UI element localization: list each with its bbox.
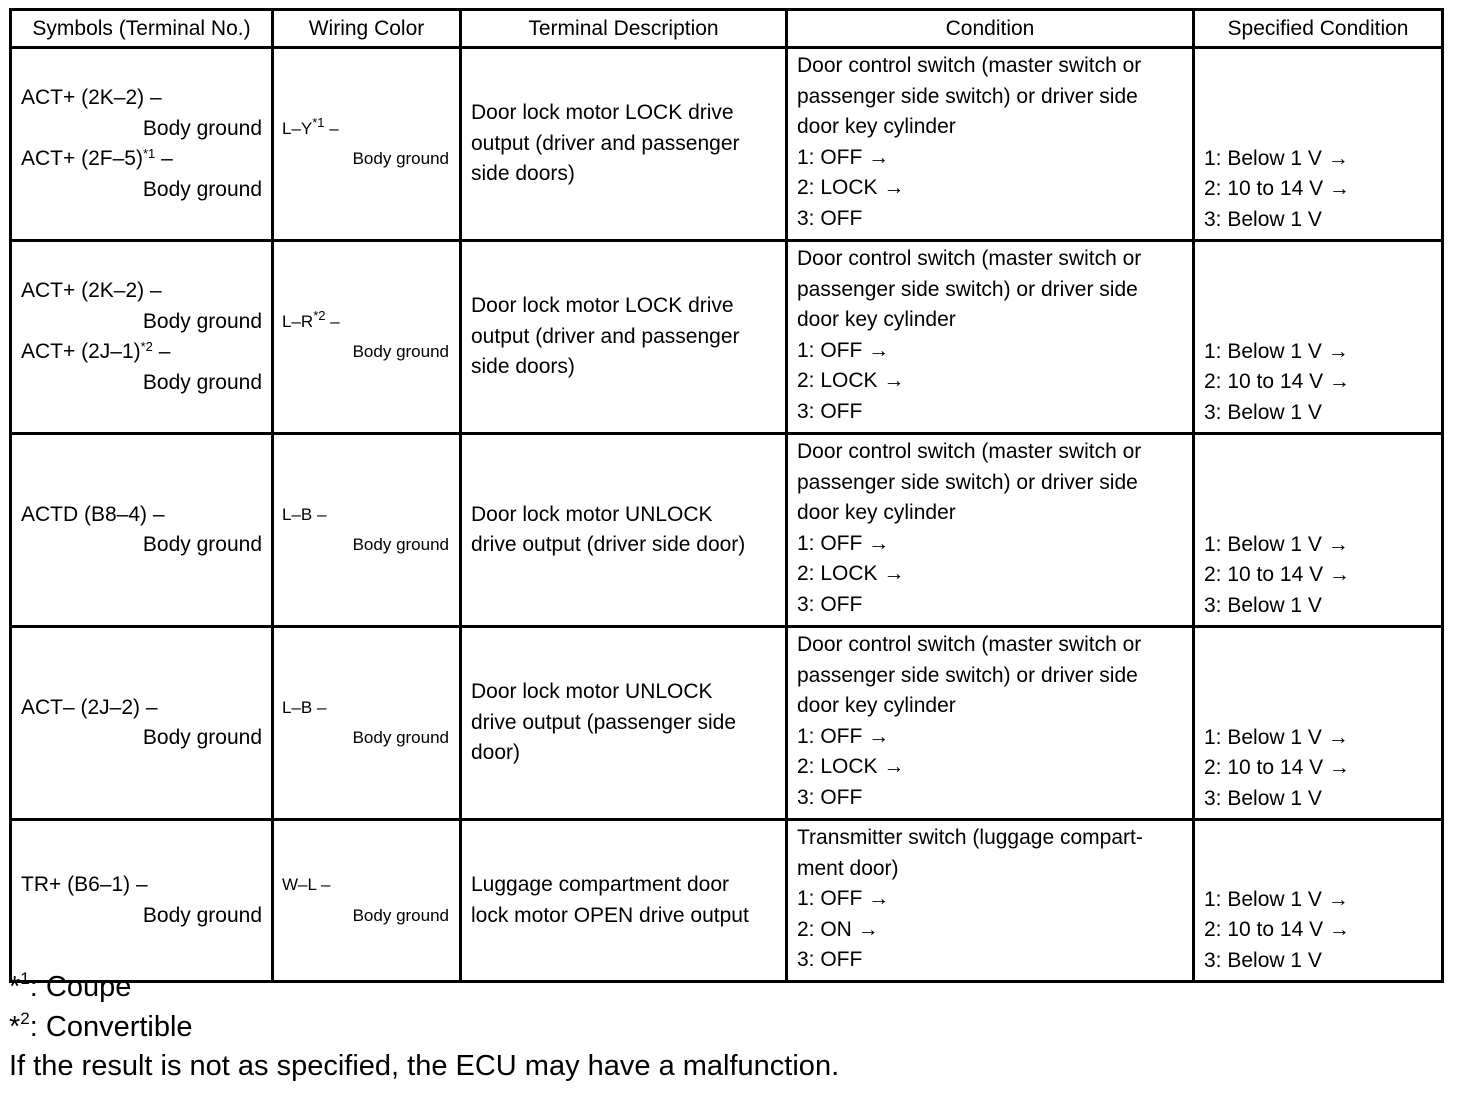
footnote-coupe: *$^1$: Coupe — [9, 969, 132, 1003]
description-cell: Door lock motor UNLOCK drive output (passenger side door) — [461, 627, 787, 820]
condition-cell: Door control switch (master switch or passenger side switch) or driver side door key cylinder 1: OFF → 2: LOCK → 3: OFF — [787, 627, 1194, 820]
table-row — [11, 241, 1443, 434]
symbol-cell: TR+ (B6–1) – Body ground — [11, 820, 273, 982]
condition-cell: Transmitter switch (luggage compart- ment door) 1: OFF → 2: ON → 3: OFF — [787, 820, 1194, 982]
specified-cell: 1: Below 1 V → 2: 10 to 14 V → 3: Below 1 V — [1194, 820, 1443, 982]
table-row — [11, 434, 1443, 627]
description-cell: Luggage compartment door lock motor OPEN drive output — [461, 820, 787, 982]
footnote-convertible: *$^2$: Convertible — [9, 1008, 193, 1043]
specified-cell: 1: Below 1 V → 2: 10 to 14 V → 3: Below 1 V — [1194, 241, 1443, 434]
table-row — [11, 48, 1443, 241]
wiring-cell: $L-Y^{*1}$ – Body ground — [273, 48, 461, 241]
table-row — [11, 627, 1443, 820]
result-note: If the result is not as specified, the ECU may have a malfunction. — [9, 1050, 840, 1082]
header-specified-condition: Specified Condition — [1194, 10, 1443, 48]
condition-cell: Door control switch (master switch or passenger side switch) or driver side door key cylinder 1: OFF → 2: LOCK → 3: OFF — [787, 241, 1194, 434]
specified-cell: 1: Below 1 V → 2: 10 to 14 V → 3: Below 1 V — [1194, 627, 1443, 820]
symbol-cell: ACT+ (2K–2) – Body ground $ACT+ (2J-1)^{*2}$ – Body ground — [11, 241, 273, 434]
condition-cell: Door control switch (master switch or passenger side switch) or driver side door key cylinder 1: OFF → 2: LOCK → 3: OFF — [787, 48, 1194, 241]
description-cell: Door lock motor LOCK drive output (driver and passenger side doors) — [461, 241, 787, 434]
symbol-cell: ACTD (B8–4) – Body ground — [11, 434, 273, 627]
specified-cell: 1: Below 1 V → 2: 10 to 14 V → 3: Below 1 V — [1194, 434, 1443, 627]
header-row — [11, 10, 1443, 48]
description-cell: Door lock motor UNLOCK drive output (driver side door) — [461, 434, 787, 627]
wiring-cell: W–L – Body ground — [273, 820, 461, 982]
wiring-cell: L–B – Body ground — [273, 434, 461, 627]
symbol-cell: ACT– (2J–2) – Body ground — [11, 627, 273, 820]
header-terminal-description: Terminal Description — [461, 10, 787, 48]
wiring-cell: $L-R^{*2}$ – Body ground — [273, 241, 461, 434]
specified-cell: 1: Below 1 V → 2: 10 to 14 V → 3: Below 1 V — [1194, 48, 1443, 241]
symbol-cell: ACT+ (2K–2) – Body ground $ACT+ (2F-5)^{*1}$ – Body ground — [11, 48, 273, 241]
header-condition: Condition — [787, 10, 1194, 48]
table-row — [11, 820, 1443, 982]
header-symbols: Symbols (Terminal No.) — [11, 10, 273, 48]
condition-cell: Door control switch (master switch or passenger side switch) or driver side door key cylinder 1: OFF → 2: LOCK → 3: OFF — [787, 434, 1194, 627]
header-wiring-color: Wiring Color — [273, 10, 461, 48]
footnotes — [9, 968, 839, 1087]
wiring-cell: L–B – Body ground — [273, 627, 461, 820]
terminal-table — [9, 8, 1444, 983]
description-cell: Door lock motor LOCK drive output (driver and passenger side doors) — [461, 48, 787, 241]
